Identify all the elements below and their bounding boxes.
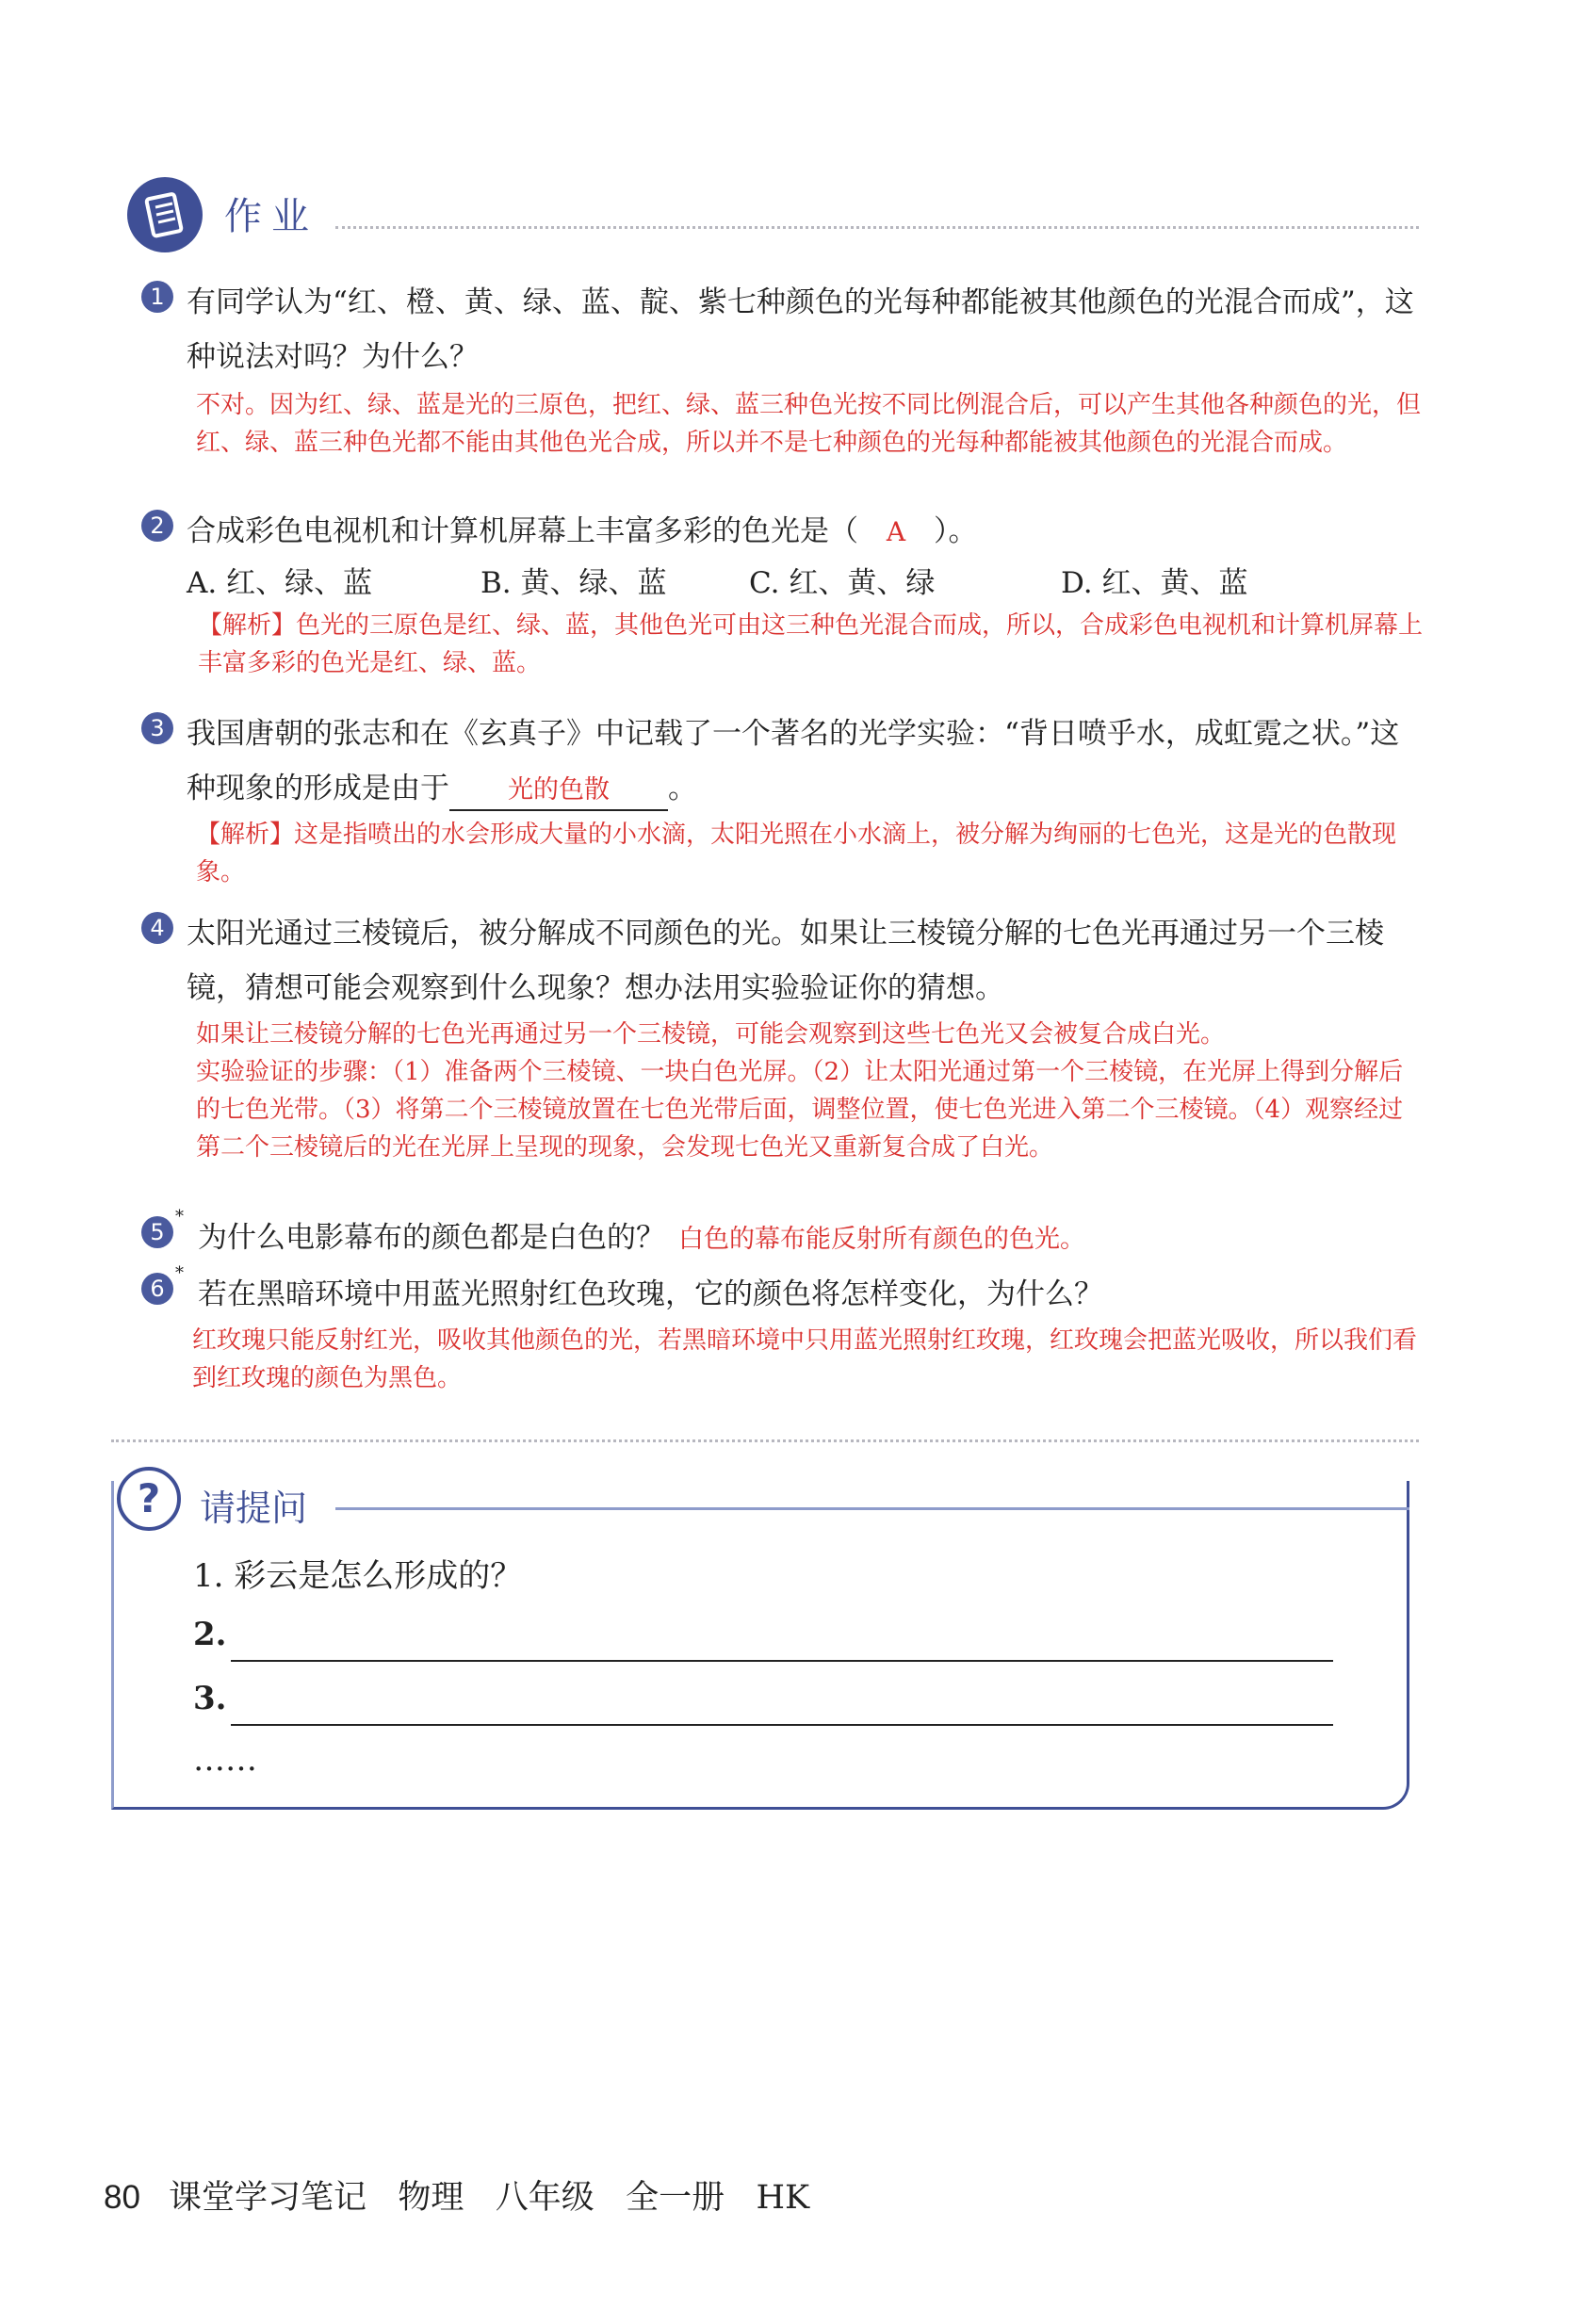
fill-blank-answer: 光的色散 <box>449 772 668 811</box>
question-number: 4 <box>141 912 173 944</box>
analysis-text: 【解析】色光的三原色是红、绿、蓝，其他色光可由这三种色光混合而成，所以，合成彩色电视机和计算机屏幕上丰富多彩的色光是红、绿、蓝。 <box>198 611 1424 677</box>
choice-answer: A <box>886 516 906 547</box>
question-text: 太阳光通过三棱镜后，被分解成不同颜色的光。如果让三棱镜分解的七色光再通过另一个三棱镜，猜想可能会观察到什么现象？想办法用实验验证你的猜想。 <box>187 917 1384 1005</box>
question-number: 6 <box>141 1273 173 1305</box>
question-5 <box>141 1207 1423 1267</box>
ask-item-2-label: 2. <box>193 1616 227 1653</box>
ask-ellipsis: …… <box>193 1741 257 1779</box>
question-text: 有同学认为“红、橙、黄、绿、蓝、靛、紫七种颜色的光每种都能被其他颜色的光混合而成”，这种说法对吗？为什么？ <box>187 285 1414 374</box>
question-number: 3 <box>141 712 173 744</box>
question-stem: 我国唐朝的张志和在《玄真子》中记载了一个著名的光学实验：“背日喷乎水，成虹霓之状。”这种现象的形成是由于 <box>187 717 1400 805</box>
question-2 <box>141 504 1423 682</box>
question-stem: 合成彩色电视机和计算机屏幕上丰富多彩的色光是（ <box>187 514 858 548</box>
answer-steps: 实验验证的步骤：（1）准备两个三棱镜、一块白色光屏。（2）让太阳光通过第一个三棱镜，在光屏上得到分解后的七色光带。（3）将第二个三棱镜放置在七色光带后面，调整位置，使七色光进入第二个三棱镜。（4）观察经过第二个三棱镜后的光在光屏上呈现的现象，会发现七色光又重新复合成了白光。 <box>196 1058 1404 1162</box>
question-number: 2 <box>141 510 173 542</box>
page-footer <box>104 2171 809 2219</box>
page-number: 80 <box>104 2179 140 2216</box>
question-mark-icon <box>115 1465 183 1533</box>
question-text <box>187 504 1423 560</box>
question-6 <box>141 1263 1423 1397</box>
question-3 <box>141 707 1423 891</box>
question-text <box>187 707 1423 816</box>
question-text: 若在黑暗环境中用蓝光照射红色玫瑰，它的颜色将怎样变化，为什么？ <box>198 1277 1103 1311</box>
answer-text: 白色的幕布能反射所有颜色的色光。 <box>678 1225 1085 1254</box>
answer-text: 红玫瑰只能反射红光，吸收其他颜色的光，若黑暗环境中只用蓝光照射红玫瑰，红玫瑰会把蓝光吸收，所以我们看到红玫瑰的颜色为黑色。 <box>192 1326 1418 1392</box>
option-c: C. 红、黄、绿 <box>749 566 936 600</box>
ask-title: 请提问 <box>200 1488 308 1529</box>
homework-icon <box>127 177 203 252</box>
section-separator <box>111 1439 1419 1442</box>
ask-title-rule <box>335 1507 1409 1510</box>
question-stem: 为什么电影幕布的颜色都是白色的？ <box>198 1221 665 1255</box>
ask-item-2-line[interactable] <box>231 1660 1333 1662</box>
question-text <box>198 1211 1423 1267</box>
ask-item-3-line[interactable] <box>231 1724 1333 1726</box>
section-title: 作业 <box>224 195 318 238</box>
optional-star: * <box>175 1263 184 1283</box>
analysis-text: 【解析】这是指喷出的水会形成大量的小水滴，太阳光照在小水滴上，被分解为绚丽的七色光，这是光的色散现象。 <box>196 821 1397 886</box>
answer-text: 不对。因为红、绿、蓝是光的三原色，把红、绿、蓝三种色光按不同比例混合后，可以产生其他各种颜色的光，但红、绿、蓝三种色光都不能由其他色光合成，所以并不是七种颜色的光每种都能被其他颜色的光混合而成。 <box>196 391 1422 457</box>
question-stem-end: ）。 <box>934 514 978 548</box>
question-stem-end: 。 <box>668 772 697 805</box>
options-row <box>187 560 1423 607</box>
question-1 <box>141 275 1423 462</box>
answer-text: 如果让三棱镜分解的七色光再通过另一个三棱镜，可能会观察到这些七色光又会被复合成白光。 <box>196 1020 1226 1049</box>
ask-item-1: 1. 彩云是怎么形成的？ <box>193 1557 523 1595</box>
section-divider <box>335 226 1419 229</box>
footer-text: 课堂学习笔记 物理 八年级 全一册 HK <box>168 2179 810 2217</box>
question-number: 1 <box>141 281 173 313</box>
option-d: D. 红、黄、蓝 <box>1061 566 1248 600</box>
ask-item-3-label: 3. <box>193 1680 227 1717</box>
option-a: A. 红、绿、蓝 <box>187 566 373 600</box>
option-b: B. 黄、绿、蓝 <box>480 566 667 600</box>
question-4 <box>141 906 1423 1166</box>
svg-text:?: ? <box>137 1475 161 1521</box>
question-number: 5 <box>141 1216 173 1248</box>
optional-star: * <box>175 1207 184 1227</box>
